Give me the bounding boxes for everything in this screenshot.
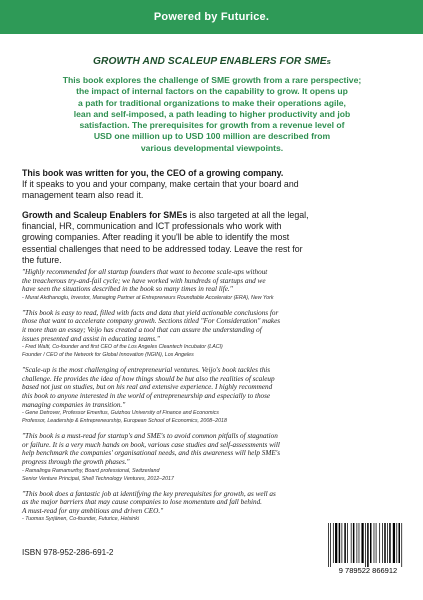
barcode-bar: [399, 523, 401, 563]
book-title: [22, 56, 402, 67]
testimonial: [22, 268, 406, 302]
barcode-bar: [351, 523, 352, 563]
intro-line: lean and self-imposed, a path leading to higher productivity and job: [73, 108, 351, 119]
barcode-bar: [389, 523, 391, 563]
targeted-bold: Growth and Scaleup Enablers for SMEs: [22, 210, 188, 220]
isbn-number: ISBN 978-952-286-691-2: [22, 548, 114, 557]
testimonial-attribution: - Ramalinga Ramamurthy, Board professional, Switzerland: [22, 467, 160, 474]
testimonial-line: progress through the growth phases.": [22, 457, 130, 466]
targeted-line: financial, HR, communication and ICT professionals who work with: [22, 221, 282, 232]
testimonial-attribution: Founder / CEO of the Network for Global Innovation (NGIN), Los Angeles: [22, 352, 194, 359]
intro-line: satisfaction. The prerequisites for growth from a revenue level of: [79, 120, 345, 131]
publisher-banner: [0, 0, 423, 34]
testimonial: [22, 366, 406, 425]
testimonial-line: "This book is a must-read for startup's and SME's to avoid common pitfalls of stagnation: [22, 432, 278, 441]
intro-line: various developmental viewpoints.: [140, 142, 284, 153]
testimonial-line: or failure. It is a very much hands on book, various case studies and self-assessments will: [22, 440, 280, 449]
intro-line: This book explores the challenge of SME growth from a rare perspective;: [62, 75, 362, 85]
written-for-line: management team also read it.: [22, 190, 144, 201]
barcode-bar: [393, 523, 395, 563]
testimonial-line: managing companies in transition.": [22, 400, 126, 409]
targeted-line: the future.: [22, 254, 62, 265]
barcode-bar: [370, 523, 372, 563]
testimonial-line: the treacherous try-and-fail cycle; we have worked with hundreds of startups and we: [22, 276, 266, 285]
testimonial-line: "This book is easy to read, filled with facts and data that yield actionable conclusions for: [22, 308, 279, 317]
testimonial-line: this book to anyone interested in the world of entrepreneurship and especially to those: [22, 391, 271, 400]
testimonials: [22, 268, 406, 530]
book-title-suffix: s: [326, 57, 331, 66]
intro-line: USD one million up to USD 100 million are described from: [93, 131, 331, 142]
isbn-barcode: [322, 521, 414, 575]
testimonial: [22, 432, 406, 482]
barcode-bar: [344, 523, 346, 563]
barcode-bar: [353, 523, 355, 563]
testimonial-attribution: - Tuomas Syrjänen, Co-founder, Futurice, Helsinki: [22, 516, 140, 523]
banner-text: Powered by Futurice.: [153, 11, 270, 23]
barcode-bar: [347, 523, 348, 563]
barcode-bar: [379, 523, 380, 563]
testimonial-line: issues presented and assist in educating teams.": [22, 334, 160, 343]
barcode-bar: [357, 523, 358, 563]
barcode-bar: [335, 523, 337, 563]
written-for-bold: This book was written for you, the CEO of a growing company.: [22, 168, 284, 178]
barcode-bar: [328, 523, 329, 567]
testimonial-line: those that want to accelerate company growth. Sections titled "For Consideration" makes: [22, 317, 281, 326]
barcode-bar: [382, 523, 383, 563]
barcode-bar: [361, 523, 363, 563]
targeted-line: growing companies. After reading it you'll be able to identify the most: [22, 232, 290, 243]
targeted-paragraph: [22, 210, 406, 266]
testimonial-attribution: Professor, Leadership & Entrepreneurship, European School of Economics, 2008–2018: [22, 418, 227, 425]
testimonial-attribution: - Fred Walti, Co-founder and first CEO of the Los Angeles Cleantech Incubator (LACI): [22, 344, 223, 351]
testimonial-line: based not just on studies, but on his real and extensive experience. I highly recommend: [22, 383, 273, 392]
barcode-bar: [396, 523, 397, 563]
targeted-line: essential challenges that need to be addressed today. Leave the rest for: [22, 243, 303, 254]
testimonial-line: "Highly recommended for all startup founders that want to become scale-ups without: [22, 268, 268, 276]
barcode-bar: [339, 523, 341, 563]
testimonial-line: "Scale-up is the most challenging of entrepreneurial ventures. Veijo's book tackles this: [22, 366, 271, 375]
testimonial-line: A must-read for any ambitious and driven CEO.": [22, 506, 164, 515]
barcode-bar: [374, 523, 375, 563]
barcode-bar: [387, 523, 388, 563]
book-title-main: GROWTH AND SCALEUP ENABLERS FOR SME: [93, 56, 327, 67]
testimonial-line: have seen the situations described in the book so many times in real life.": [22, 285, 233, 294]
barcode-bar: [330, 523, 331, 567]
testimonial-line: as the major barriers that may cause companies to lose momentum and fall behind.: [22, 498, 262, 507]
testimonial: [22, 490, 406, 524]
testimonial-attribution: - Murat Akdhanoglu, Investor, Managing Partner at Entrepreneurs Roundtable Accelerator (ERA), New York: [22, 294, 274, 301]
barcode-bar: [401, 523, 402, 567]
testimonial: [22, 309, 406, 359]
testimonial-line: help benchmark the companies' organisational needs, and this awareness will help SME's: [22, 449, 281, 458]
barcode-bar: [365, 523, 366, 567]
barcode-bar: [376, 523, 377, 563]
barcode-digits: 9 789522 866912: [338, 566, 398, 575]
testimonial-attribution: Senior Venture Principal, Shell Technology Ventures, 2012–2017: [22, 475, 174, 482]
barcode-bar: [367, 523, 369, 567]
testimonial-line: challenge. He provides the idea of how things should be but also the realities of scaleup: [22, 374, 275, 383]
intro-line: the impact of internal factors on the capability to grow. It opens up: [76, 86, 348, 97]
targeted-first-rest: is also targeted at all the legal,: [187, 210, 309, 220]
barcode-bar: [342, 523, 343, 563]
barcode-bar: [359, 523, 360, 563]
testimonial-attribution: - Gene Detrover, Professor Emeritus, Guizhou University of Finance and Economics: [22, 410, 219, 417]
testimonial-line: "This book does a fantastic job at identifying the key prerequisites for growth, as well as: [22, 489, 276, 498]
intro-paragraph: [22, 75, 402, 154]
barcode-bar: [384, 523, 386, 563]
testimonial-line: it more than an essay; Veijo has created a tool that can assure the understanding of: [22, 325, 262, 334]
intro-line: a path for traditional organizations to make their operations agile,: [78, 97, 346, 108]
barcode-bar: [333, 523, 334, 563]
written-for-paragraph: [22, 168, 406, 202]
written-for-line: If it speaks to you and your company, make certain that your board and: [22, 179, 299, 190]
